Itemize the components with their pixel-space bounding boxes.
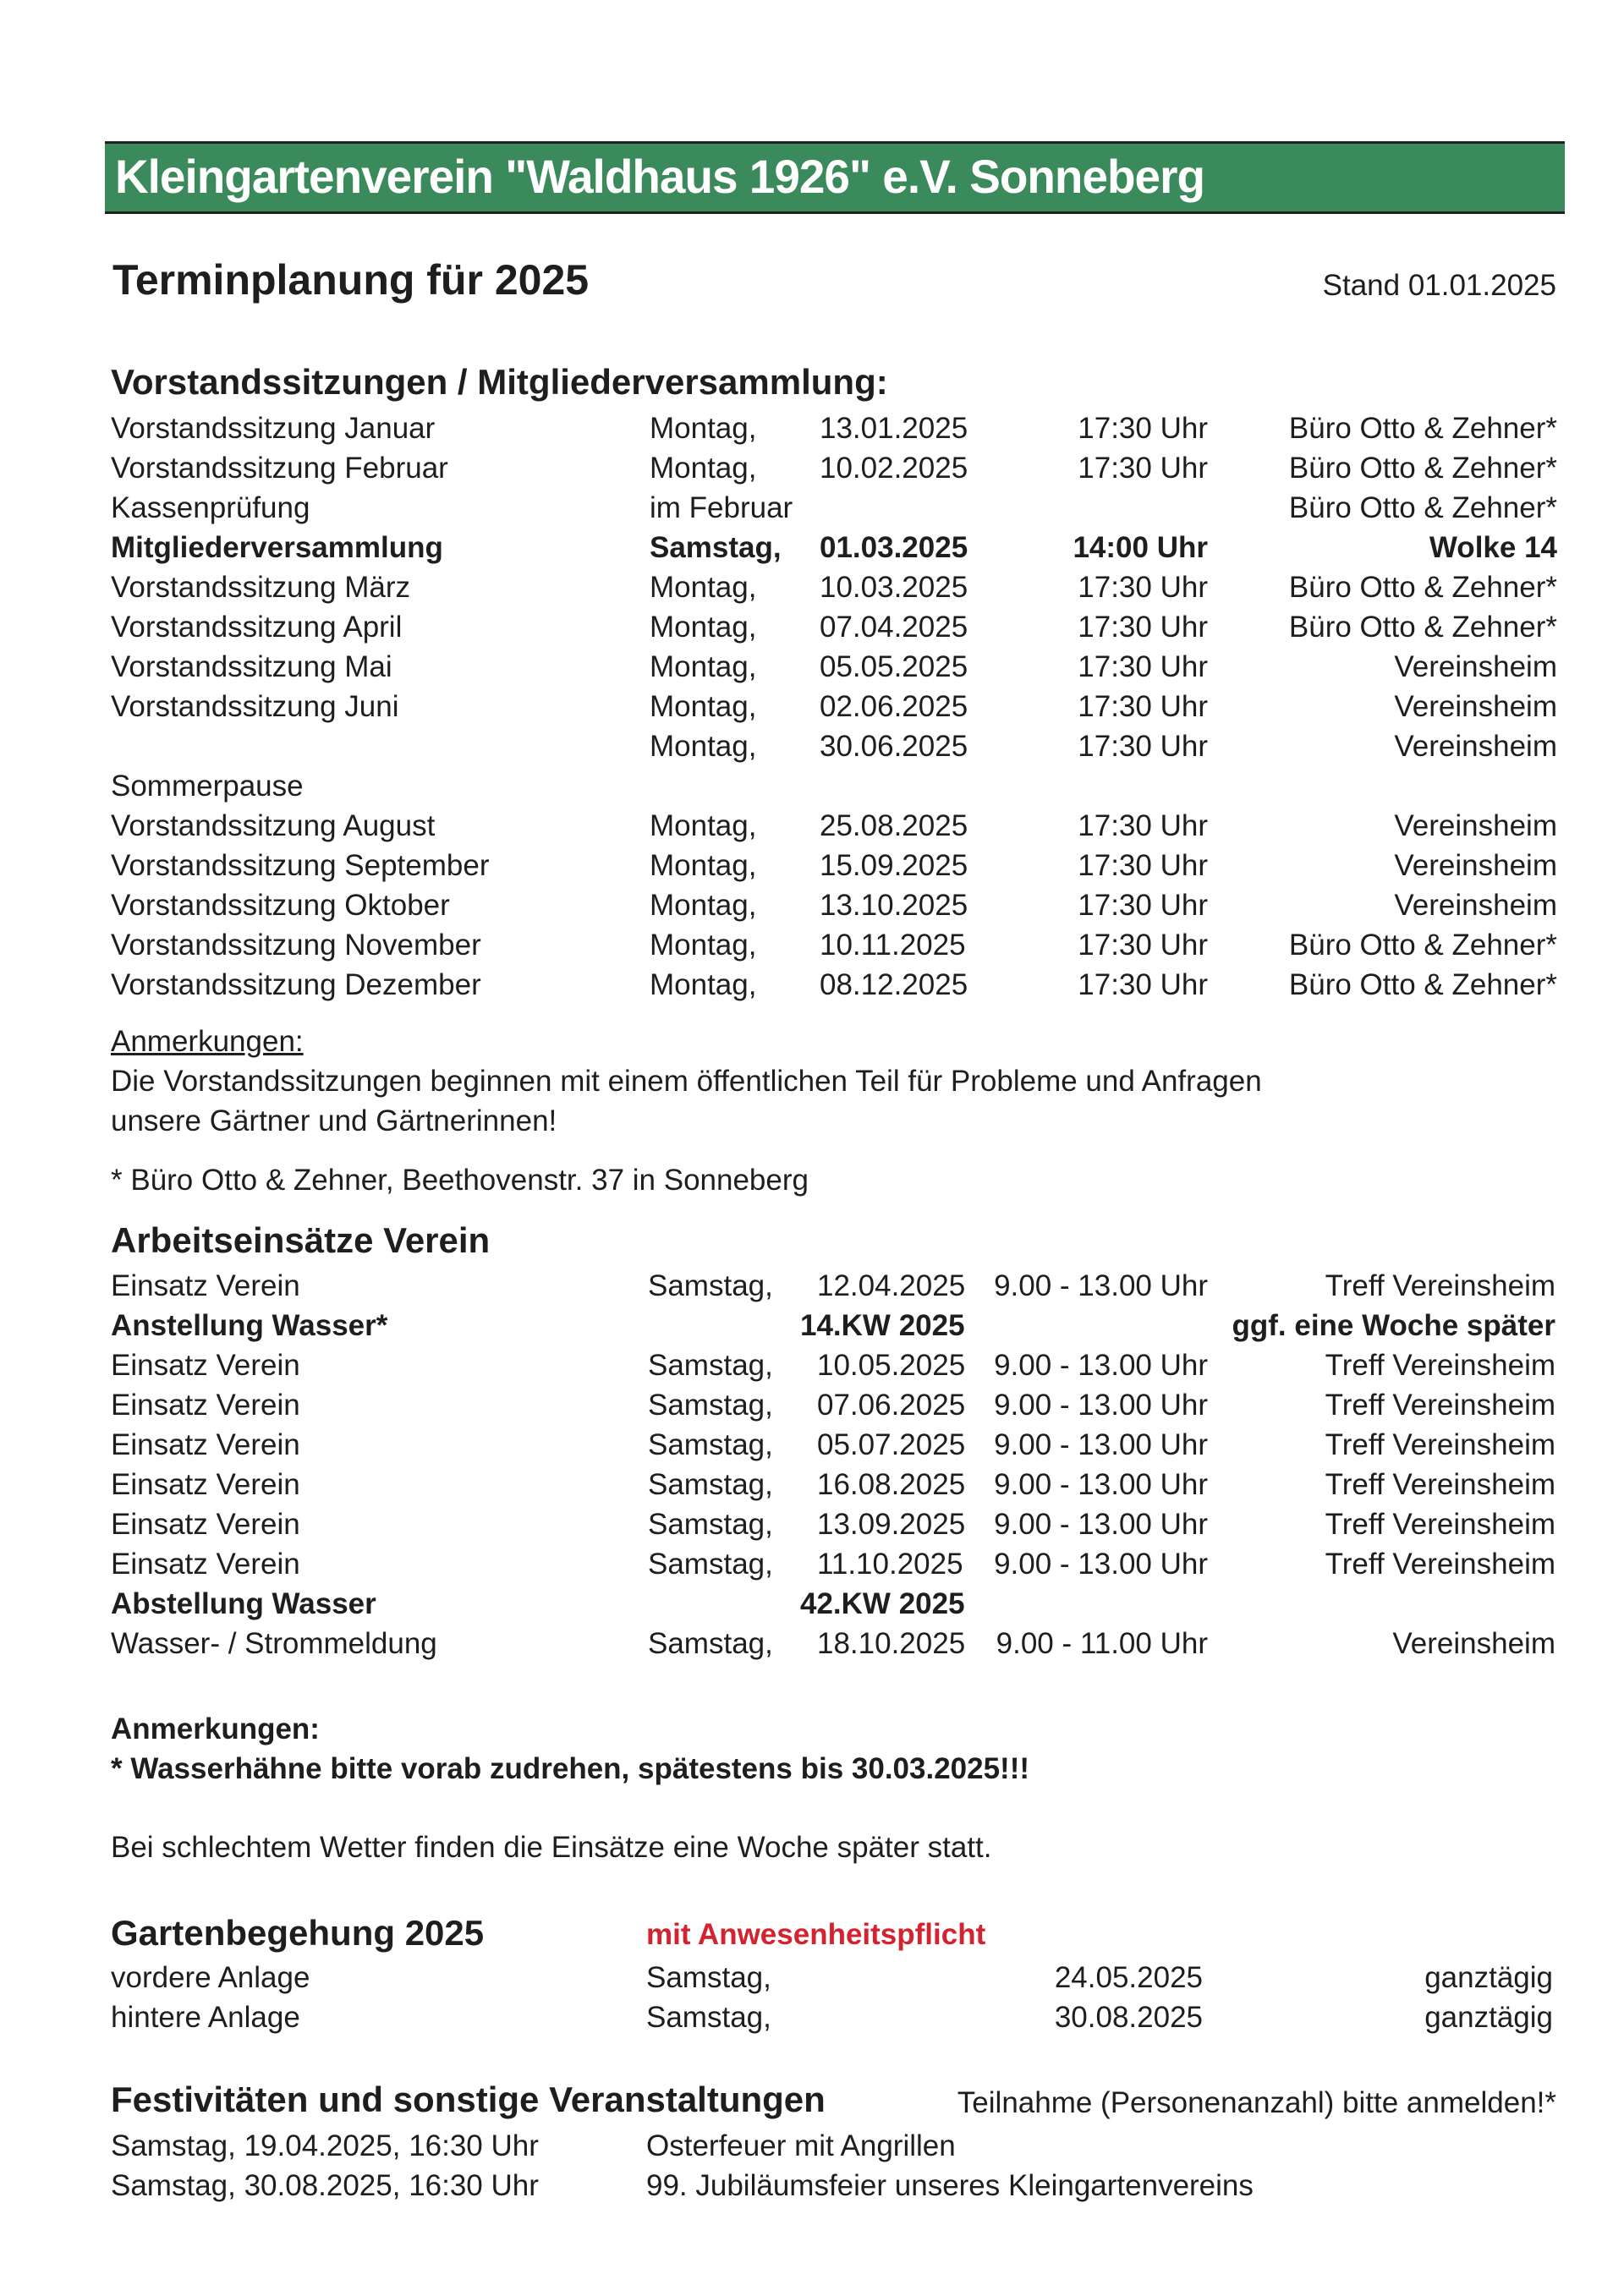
meeting-row — [0, 885, 1624, 925]
work-row-time: 9.00 - 13.00 Uhr — [994, 1508, 1208, 1541]
meeting-row-time: 17:30 Uhr — [1078, 730, 1208, 763]
meeting-row-time: 17:30 Uhr — [1078, 809, 1208, 842]
event-row-what: 99. Jubiläumsfeier unseres Kleingartenvereins — [646, 2169, 1254, 2202]
meeting-row — [0, 488, 1624, 528]
meeting-row-place: Vereinsheim — [1394, 730, 1557, 763]
meeting-row-label: Mitgliederversammlung — [111, 531, 443, 564]
meeting-row-label: Vorstandssitzung Oktober — [111, 889, 450, 922]
event-row — [0, 2166, 1624, 2206]
event-row-when: Samstag, 19.04.2025, 16:30 Uhr — [111, 2129, 539, 2162]
work-row-place: Vereinsheim — [1392, 1627, 1555, 1660]
meeting-row — [0, 607, 1624, 647]
meeting-row-place: Büro Otto & Zehner* — [1288, 929, 1557, 962]
meeting-row-place: Büro Otto & Zehner* — [1288, 491, 1557, 524]
meeting-row-date: 01.03.2025 — [820, 531, 968, 564]
meeting-row-day: Montag, — [650, 611, 757, 644]
work-row-date: 12.04.2025 — [817, 1269, 966, 1302]
inspection-row-label: hintere Anlage — [111, 2001, 300, 2034]
meeting-row-day: Montag, — [650, 968, 757, 1001]
meeting-row — [0, 647, 1624, 687]
meeting-row-time: 17:30 Uhr — [1078, 889, 1208, 922]
work-row-label: Einsatz Verein — [111, 1269, 300, 1302]
work-row-place: Treff Vereinsheim — [1325, 1468, 1555, 1501]
work-row-place: Treff Vereinsheim — [1325, 1269, 1555, 1302]
meeting-row — [0, 448, 1624, 488]
meeting-row-day: Montag, — [650, 650, 757, 683]
work-row — [0, 1425, 1624, 1465]
meeting-row-day: Montag, — [650, 889, 757, 922]
meeting-row-date: 13.01.2025 — [820, 412, 968, 445]
work-row-time: 9.00 - 11.00 Uhr — [996, 1627, 1208, 1660]
vorstand-notes-line: unsere Gärtner und Gärtnerinnen! — [111, 1104, 557, 1137]
work-row-time: 9.00 - 13.00 Uhr — [994, 1428, 1208, 1461]
work-row-time: 9.00 - 13.00 Uhr — [994, 1269, 1208, 1302]
meeting-row-place: Wolke 14 — [1429, 531, 1557, 564]
meeting-row — [0, 925, 1624, 965]
meeting-row — [0, 408, 1624, 448]
meeting-row-time: 17:30 Uhr — [1078, 412, 1208, 445]
vorstand-notes-title: Anmerkungen: — [111, 1025, 304, 1058]
work-row — [0, 1504, 1624, 1544]
work-row — [0, 1465, 1624, 1504]
meeting-row-date: 07.04.2025 — [820, 611, 968, 644]
work-row-date: 14.KW 2025 — [800, 1309, 965, 1342]
work-row-place: Treff Vereinsheim — [1325, 1389, 1555, 1422]
work-row — [0, 1266, 1624, 1306]
page-title: Terminplanung für 2025 — [112, 256, 590, 304]
section-title-vorstand: Vorstandssitzungen / Mitgliederversammlung: — [111, 362, 888, 402]
work-row-date: 05.07.2025 — [817, 1428, 966, 1461]
work-row-label: Einsatz Verein — [111, 1508, 300, 1541]
work-row-day: Samstag, — [648, 1548, 773, 1581]
meeting-row-label: Vorstandssitzung August — [111, 809, 436, 842]
event-row — [0, 2126, 1624, 2166]
meeting-row-label: Vorstandssitzung Juni — [111, 690, 399, 723]
work-row-place: Treff Vereinsheim — [1325, 1349, 1555, 1382]
work-row — [0, 1544, 1624, 1584]
meeting-row-time: 14:00 Uhr — [1073, 531, 1208, 564]
meeting-row-label: Sommerpause — [111, 770, 304, 803]
work-row — [0, 1385, 1624, 1425]
meeting-row-time: 17:30 Uhr — [1078, 849, 1208, 882]
meeting-row-day: Montag, — [650, 730, 757, 763]
work-row-day: Samstag, — [648, 1508, 773, 1541]
work-row-label: Abstellung Wasser — [111, 1587, 376, 1620]
work-row-date: 13.09.2025 — [817, 1508, 966, 1541]
meeting-row-label: Kassenprüfung — [111, 491, 310, 524]
meeting-row-label: Vorstandssitzung Januar — [111, 412, 436, 445]
work-row-day: Samstag, — [648, 1428, 773, 1461]
work-row — [0, 1584, 1624, 1624]
work-row — [0, 1306, 1624, 1345]
meeting-row — [0, 846, 1624, 885]
work-row — [0, 1345, 1624, 1385]
section-title-fest: Festivitäten und sonstige Veranstaltungen — [111, 2080, 826, 2119]
work-row-date: 16.08.2025 — [817, 1468, 966, 1501]
meeting-row-time: 17:30 Uhr — [1078, 571, 1208, 604]
work-row-place: Treff Vereinsheim — [1325, 1548, 1555, 1581]
meeting-row-label: Vorstandssitzung April — [111, 611, 403, 644]
work-row-date: 07.06.2025 — [817, 1389, 966, 1422]
stand-date: Stand 01.01.2025 — [1322, 269, 1556, 302]
inspection-row-day: Samstag, — [646, 2001, 771, 2034]
meeting-row-day: Samstag, — [650, 531, 782, 564]
meeting-row-place: Büro Otto & Zehner* — [1288, 452, 1557, 485]
vorstand-notes-line: Die Vorstandssitzungen beginnen mit einem öffentlichen Teil für Probleme und Anfragen — [111, 1065, 1262, 1098]
meeting-row-label: Vorstandssitzung März — [111, 571, 411, 604]
inspection-row-note: ganztägig — [1424, 1961, 1553, 1994]
meeting-row-day: Montag, — [650, 452, 757, 485]
meeting-row-place: Vereinsheim — [1394, 849, 1557, 882]
meeting-row — [0, 726, 1624, 766]
meeting-row-date: 02.06.2025 — [820, 690, 968, 723]
meeting-row-day: Montag, — [650, 571, 757, 604]
event-row-what: Osterfeuer mit Angrillen — [646, 2129, 956, 2162]
club-banner — [105, 141, 1565, 214]
meeting-row-time: 17:30 Uhr — [1078, 929, 1208, 962]
work-row-date: 10.05.2025 — [817, 1349, 966, 1382]
meeting-row — [0, 965, 1624, 1005]
meeting-row-day: Montag, — [650, 809, 757, 842]
meeting-row-date: 25.08.2025 — [820, 809, 968, 842]
meeting-row-time: 17:30 Uhr — [1078, 968, 1208, 1001]
work-row-label: Einsatz Verein — [111, 1548, 300, 1581]
meeting-row-date: 30.06.2025 — [820, 730, 968, 763]
work-row-time: 9.00 - 13.00 Uhr — [994, 1349, 1208, 1382]
meeting-row-time: 17:30 Uhr — [1078, 452, 1208, 485]
meeting-row-date: 10.11.2025 — [820, 929, 966, 962]
meeting-row-date: 08.12.2025 — [820, 968, 968, 1001]
meeting-row-day: im Februar — [650, 491, 793, 524]
inspection-row-label: vordere Anlage — [111, 1961, 310, 1994]
work-row-date: 11.10.2025 — [817, 1548, 963, 1581]
meeting-row-place: Vereinsheim — [1394, 889, 1557, 922]
meeting-row — [0, 687, 1624, 726]
meeting-row-day: Montag, — [650, 849, 757, 882]
work-row-day: Samstag, — [648, 1349, 773, 1382]
arbeit-notes-title: Anmerkungen: — [111, 1712, 320, 1745]
arbeit-table — [0, 1266, 1624, 1663]
meeting-row-time: 17:30 Uhr — [1078, 690, 1208, 723]
meeting-row-place: Büro Otto & Zehner* — [1288, 412, 1557, 445]
meeting-row-label: Vorstandssitzung Februar — [111, 452, 448, 485]
work-row-date: 18.10.2025 — [817, 1627, 966, 1660]
inspection-row-date: 24.05.2025 — [1054, 1961, 1203, 1994]
work-row-label: Anstellung Wasser* — [111, 1309, 388, 1342]
meeting-row-day: Montag, — [650, 412, 757, 445]
office-footnote: * Büro Otto & Zehner, Beethovenstr. 37 in Sonneberg — [111, 1164, 809, 1197]
work-row-place: Treff Vereinsheim — [1325, 1428, 1555, 1461]
work-row-day: Samstag, — [648, 1468, 773, 1501]
inspection-row-date: 30.08.2025 — [1054, 2001, 1203, 2034]
meeting-row-time: 17:30 Uhr — [1078, 650, 1208, 683]
meeting-row-label: Vorstandssitzung Mai — [111, 650, 392, 683]
meeting-row-day: Montag, — [650, 690, 757, 723]
weather-note: Bei schlechtem Wetter finden die Einsätze eine Woche später statt. — [111, 1831, 992, 1864]
meeting-row-place: Büro Otto & Zehner* — [1288, 968, 1557, 1001]
inspection-row — [0, 1958, 1624, 1997]
work-row-label: Einsatz Verein — [111, 1468, 300, 1501]
work-row-date: 42.KW 2025 — [800, 1587, 965, 1620]
meeting-row-label: Vorstandssitzung November — [111, 929, 481, 962]
meeting-row — [0, 766, 1624, 806]
work-row-label: Einsatz Verein — [111, 1428, 300, 1461]
meeting-row-date: 10.03.2025 — [820, 571, 968, 604]
meeting-row-place: Vereinsheim — [1394, 809, 1557, 842]
arbeit-notes-line: * Wasserhähne bitte vorab zudrehen, spätestens bis 30.03.2025!!! — [111, 1752, 1030, 1785]
meeting-row — [0, 528, 1624, 567]
attendance-required-label: mit Anwesenheitspflicht — [646, 1918, 986, 1951]
meeting-row-date: 10.02.2025 — [820, 452, 968, 485]
work-row-day: Samstag, — [648, 1627, 773, 1660]
meeting-row-day: Montag, — [650, 929, 757, 962]
work-row-place: ggf. eine Woche später — [1232, 1309, 1555, 1342]
section-title-begehung: Gartenbegehung 2025 — [111, 1913, 485, 1953]
meeting-row-time: 17:30 Uhr — [1078, 611, 1208, 644]
work-row-place: Treff Vereinsheim — [1325, 1508, 1555, 1541]
meeting-row-label: Vorstandssitzung Dezember — [111, 968, 481, 1001]
begehung-table — [0, 1958, 1624, 2037]
work-row-time: 9.00 - 13.00 Uhr — [994, 1468, 1208, 1501]
meeting-row-date: 15.09.2025 — [820, 849, 968, 882]
vorstand-table — [0, 408, 1624, 1005]
meeting-row — [0, 806, 1624, 846]
meeting-row-date: 05.05.2025 — [820, 650, 968, 683]
inspection-row-note: ganztägig — [1424, 2001, 1553, 2034]
work-row-time: 9.00 - 13.00 Uhr — [994, 1389, 1208, 1422]
inspection-row-day: Samstag, — [646, 1961, 771, 1994]
banner-title: Kleingartenverein "Waldhaus 1926" e.V. Sonneberg — [115, 150, 1205, 203]
work-row-label: Einsatz Verein — [111, 1389, 300, 1422]
meeting-row-date: 13.10.2025 — [820, 889, 968, 922]
meeting-row-place: Büro Otto & Zehner* — [1288, 611, 1557, 644]
meeting-row-label: Vorstandssitzung September — [111, 849, 490, 882]
meeting-row — [0, 567, 1624, 607]
fest-table — [0, 2126, 1624, 2206]
meeting-row-place: Büro Otto & Zehner* — [1288, 571, 1557, 604]
section-title-arbeit: Arbeitseinsätze Verein — [111, 1220, 491, 1260]
inspection-row — [0, 1997, 1624, 2037]
meeting-row-place: Vereinsheim — [1394, 650, 1557, 683]
work-row-time: 9.00 - 13.00 Uhr — [994, 1548, 1208, 1581]
work-row-day: Samstag, — [648, 1269, 773, 1302]
meeting-row-place: Vereinsheim — [1394, 690, 1557, 723]
work-row-label: Einsatz Verein — [111, 1349, 300, 1382]
work-row — [0, 1624, 1624, 1663]
registration-note: Teilnahme (Personenanzahl) bitte anmelden!* — [957, 2086, 1556, 2119]
event-row-when: Samstag, 30.08.2025, 16:30 Uhr — [111, 2169, 539, 2202]
work-row-day: Samstag, — [648, 1389, 773, 1422]
work-row-label: Wasser- / Strommeldung — [111, 1627, 437, 1660]
